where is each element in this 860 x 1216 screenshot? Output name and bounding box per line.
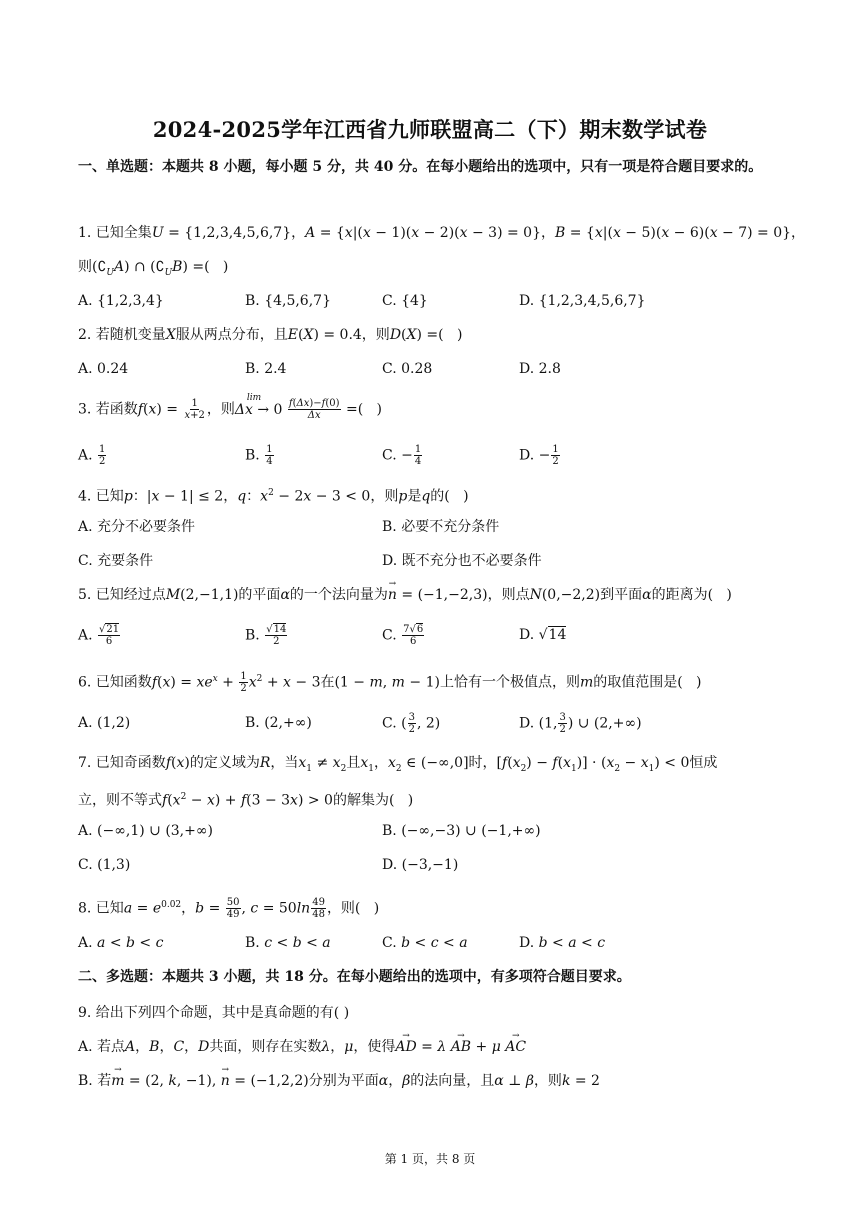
q5-stem: 5. 已知经过点M(2,−1,1)的平面α的一个法向量为→ n = (−1,−2,3)，则点N(0,−2,2)到平面α的距离为( ) <box>78 584 732 606</box>
q1-option-d: D. {1,2,3,4,5,6,7} <box>519 293 646 309</box>
q1-option-b: B. {4,5,6,7} <box>245 293 331 309</box>
q5-option-c: C. $\frac{7√6}{6}$ <box>382 624 424 647</box>
q6-option-b: B. (2,+∞) <box>245 715 312 731</box>
q7-option-d: D. (−3,−1) <box>382 857 459 873</box>
q8-option-d: D. b < a < c <box>519 935 606 951</box>
q2-option-a: A. 0.24 <box>78 361 129 377</box>
q3-stem: 3. 若函数f(x) = $\frac{1}{x+2}$ ，则 lim Δx → 0 $\frac{f(\Delta x)-f(0)}{\Delta x}$ =( ) <box>78 392 382 421</box>
q4-stem: 4. 已知p：|x − 1| ≤ 2，q：$x^2 - 2x - 3 < 0$，则p是q的( ) <box>78 488 469 505</box>
q5-option-d: D. √14 <box>519 627 567 643</box>
q6-option-d: D. (1, $\frac{3}{2}$ ) ∪ (2,+∞) <box>519 712 642 735</box>
q7-line1: 7. 已知奇函数f(x)的定义域为R，当$x_1 \ne x_2$且$x_1$，$x_2$ ∈ (−∞,0]时，$[f(x_2) - f(x_1)] \cdot (x_2 - x_1) < 0$恒成 <box>78 755 718 774</box>
q5-option-b: B. $\frac{√14}{2}$ <box>245 624 287 647</box>
q1-option-a: A. {1,2,3,4} <box>78 293 164 309</box>
q3-option-b: B. $\frac{1}{4}$ <box>245 444 273 467</box>
q3-option-c: C. − $\frac{1}{4}$ <box>382 444 422 467</box>
q9-option-b: B. 若→ m = (2, k, −1), → n = (−1,2,2)分别为平面α，β的法向量，且α ⊥ β，则k = 2 <box>78 1070 600 1092</box>
q2-option-c: C. 0.28 <box>382 361 433 377</box>
q7-option-c: C. (1,3) <box>78 857 131 873</box>
q9-option-a: A. 若点A，B，C，D共面，则存在实数λ，μ，使得→ AD = λ → AB + μ → AC <box>78 1036 526 1058</box>
q8-option-b: B. c < b < a <box>245 935 331 951</box>
q4-option-b: B. 必要不充分条件 <box>382 519 500 535</box>
q4-option-d: D. 既不充分也不必要条件 <box>382 553 542 569</box>
q5-option-a: A. $\frac{√21}{6}$ <box>78 624 120 647</box>
q3-option-d: D. − $\frac{1}{2}$ <box>519 444 559 467</box>
q9-stem: 9. 给出下列四个命题，其中是真命题的有( ) <box>78 1005 350 1021</box>
q1-line2: 则$(∁_UA)$ ∩ $(∁_UB)$ =( ) <box>78 259 229 278</box>
q1-line1: 1. 已知全集U = {1,2,3,4,5,6,7}，A = {x|(x − 1)(x − 2)(x − 3) = 0}，B = {x|(x − 5)(x − 6)(x − 7) = 0}， <box>78 225 806 241</box>
q8-option-a: A. a < b < c <box>78 935 164 951</box>
section-2-heading: 二、多选题：本题共 3 小题，共 18 分。在每小题给出的选项中，有多项符合题目要求。 <box>78 969 631 985</box>
q3-option-a: A. $\frac{1}{2}$ <box>78 444 106 467</box>
q1-option-c: C. {4} <box>382 293 428 309</box>
q2-option-b: B. 2.4 <box>245 361 287 377</box>
q6-option-c: C. ( $\frac{3}{2}$ , 2) <box>382 712 441 735</box>
q2-option-d: D. 2.8 <box>519 361 561 377</box>
q6-option-a: A. (1,2) <box>78 715 131 731</box>
q8-stem: 8. 已知$a = e^{0.02}$，b = $\frac{50}{49}$ , c = 50ln $\frac{49}{48}$ ，则( ) <box>78 897 380 921</box>
q8-option-c: C. b < c < a <box>382 935 468 951</box>
q2-stem: 2. 若随机变量X服从两点分布，且E(X) = 0.4，则D(X) =( ) <box>78 327 463 343</box>
q7-option-b: B. (−∞,−3) ∪ (−1,+∞) <box>382 823 541 839</box>
page-footer: 第 1 页，共 8 页 <box>384 1152 476 1166</box>
q6-stem: 6. 已知函数$f(x) = xe^x$ + $\frac{1}{2}$ $x^2 + x - 3$在(1 − m, m − 1)上恰有一个极值点，则m的取值范围是( ) <box>78 671 702 695</box>
q4-option-a: A. 充分不必要条件 <box>78 519 196 535</box>
section-1-heading: 一、单选题：本题共 8 小题，每小题 5 分，共 40 分。在每小题给出的选项中，只有一项是符合题目要求的。 <box>78 159 763 175</box>
q7-line2: 立，则不等式$f(x^2 - x) + f(3 - 3x) > 0$的解集为( ) <box>78 792 414 809</box>
q4-option-c: C. 充要条件 <box>78 553 154 569</box>
q7-option-a: A. (−∞,1) ∪ (3,+∞) <box>78 823 213 839</box>
page-title: 2024-2025学年江西省九师联盟高二（下）期末数学试卷 <box>152 117 708 142</box>
